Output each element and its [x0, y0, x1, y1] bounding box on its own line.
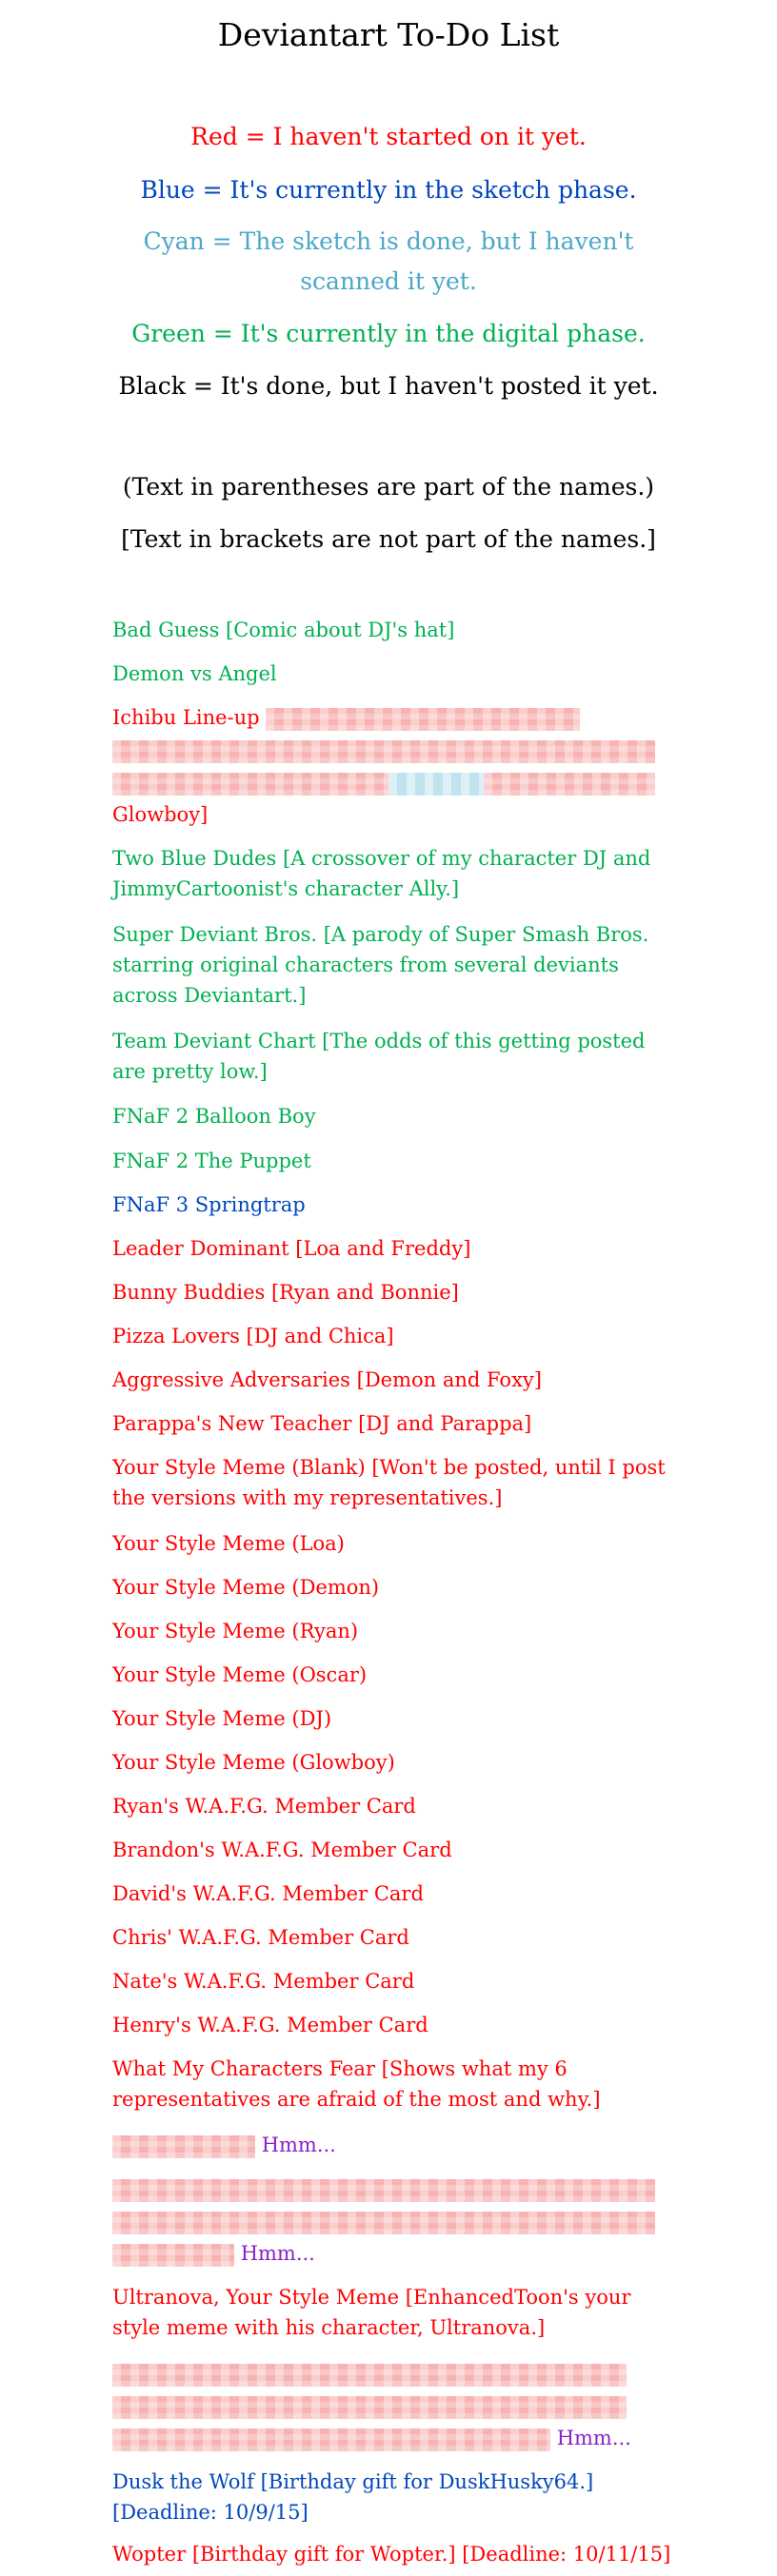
list-item	[112, 2238, 684, 2269]
redacted-text	[112, 2429, 550, 2451]
item-text: across Deviantart.]	[112, 984, 307, 1007]
item-text: Bad Guess [Comic about DJ's hat]	[112, 619, 455, 641]
list-item	[112, 1835, 684, 1865]
item-text: Team Deviant Chart [The odds of this getting posted	[112, 1030, 646, 1052]
item-text: Wopter [Birthday gift for Wopter.] [Deadline: 10/11/15]	[112, 2543, 671, 2566]
list-item	[112, 659, 684, 689]
item-text: Brandon's W.A.F.G. Member Card	[112, 1839, 452, 1861]
list-item	[112, 1791, 684, 1821]
list-item	[112, 1277, 684, 1308]
list-item	[112, 2130, 684, 2160]
item-text: Two Blue Dudes [A crossover of my character DJ and	[112, 847, 651, 870]
item-text: are pretty low.]	[112, 1060, 268, 1083]
item-text: Your Style Meme (Demon)	[112, 1576, 380, 1599]
item-text: Ultranova, Your Style Meme [EnhancedToon's your	[112, 2286, 631, 2309]
list-item	[112, 1747, 684, 1778]
redacted-text	[112, 740, 655, 763]
item-text: Parappa's New Teacher [DJ and Parappa]	[112, 1412, 532, 1435]
list-item	[112, 2539, 731, 2569]
redacted-text	[112, 2396, 627, 2419]
item-text: [Deadline: 10/9/15]	[112, 2501, 309, 2524]
item-text: FNaF 2 Balloon Boy	[112, 1105, 316, 1128]
redacted-text	[112, 773, 388, 796]
item-text: style meme with his character, Ultranova.]	[112, 2316, 546, 2339]
item-text: Hmm...	[261, 2134, 336, 2156]
item-text: FNaF 2 The Puppet	[112, 1150, 311, 1172]
list-item	[112, 1146, 684, 1176]
note-parentheses: (Text in parentheses are part of the names.)	[122, 473, 655, 501]
item-text: the versions with my representatives.]	[112, 1486, 503, 1509]
item-text: Ryan's W.A.F.G. Member Card	[112, 1795, 416, 1818]
item-text: Ichibu Line-up	[112, 706, 260, 729]
redacted-line	[112, 767, 684, 797]
list-item	[112, 799, 684, 830]
list-item	[112, 1922, 684, 1953]
list-item	[112, 2282, 684, 2343]
legend-green: Green = It's currently in the digital phase.	[131, 320, 646, 347]
legend-cyan: Cyan = The sketch is done, but I haven't	[143, 227, 634, 255]
redacted-text	[112, 2364, 627, 2387]
item-text: Bunny Buddies [Ryan and Bonnie]	[112, 1281, 459, 1304]
item-text: Demon vs Angel	[112, 662, 277, 685]
redacted-text	[388, 773, 484, 796]
list-item	[112, 615, 684, 645]
item-text: Aggressive Adversaries [Demon and Foxy]	[112, 1368, 542, 1391]
page-title: Deviantart To-Do List	[217, 16, 560, 53]
list-item	[112, 843, 684, 904]
redacted-text	[112, 2135, 255, 2158]
note-brackets: [Text in brackets are not part of the names.]	[121, 525, 656, 553]
item-text: starring original characters from several deviants	[112, 954, 619, 976]
list-item	[112, 1660, 684, 1690]
list-item	[112, 2467, 684, 2527]
item-text: representatives are afraid of the most and why.]	[112, 2088, 601, 2111]
list-item	[112, 1365, 684, 1395]
item-text: Your Style Meme (DJ)	[112, 1707, 332, 1730]
list-item	[112, 1408, 684, 1439]
list-item	[112, 1190, 684, 1220]
item-text: Your Style Meme (Ryan)	[112, 1620, 359, 1642]
item-text: Glowboy]	[112, 803, 209, 826]
list-item	[112, 1572, 684, 1603]
legend-blue: Blue = It's currently in the sketch phase.	[140, 176, 637, 204]
item-text: Leader Dominant [Loa and Freddy]	[112, 1237, 471, 1260]
list-item	[112, 1528, 684, 1559]
item-text: Your Style Meme (Blank) [Won't be posted, until I post	[112, 1456, 666, 1479]
list-item	[112, 1878, 684, 1909]
list-item	[112, 1703, 684, 1734]
item-text: Nate's W.A.F.G. Member Card	[112, 1970, 415, 1993]
list-item	[112, 1616, 684, 1646]
item-text: Dusk the Wolf [Birthday gift for DuskHusky64.]	[112, 2470, 594, 2493]
redacted-line	[112, 2390, 684, 2421]
list-item	[112, 1966, 684, 1996]
item-text: JimmyCartoonist's character Ally.]	[112, 877, 460, 900]
redacted-line	[112, 2358, 684, 2389]
legend-cyan-cont: scanned it yet.	[300, 267, 477, 295]
list-item	[112, 1026, 684, 1087]
item-text: Hmm...	[240, 2242, 315, 2265]
item-text: FNaF 3 Springtrap	[112, 1193, 306, 1216]
legend-red: Red = I haven't started on it yet.	[190, 123, 587, 150]
list-item	[112, 919, 684, 1011]
item-text: Your Style Meme (Glowboy)	[112, 1751, 395, 1774]
item-text: Your Style Meme (Oscar)	[112, 1663, 368, 1686]
list-item	[112, 1321, 684, 1351]
redacted-text	[484, 773, 655, 796]
list-item	[112, 702, 684, 733]
list-item	[112, 1452, 684, 1513]
item-text: Chris' W.A.F.G. Member Card	[112, 1926, 409, 1949]
item-text: What My Characters Fear [Shows what my 6	[112, 2057, 568, 2080]
redacted-text	[112, 2212, 655, 2234]
list-item	[112, 2010, 684, 2040]
legend-black: Black = It's done, but I haven't posted it yet.	[118, 372, 659, 400]
item-text: David's W.A.F.G. Member Card	[112, 1882, 424, 1905]
redacted-text	[266, 708, 580, 731]
list-item	[112, 1233, 684, 1264]
redacted-text	[112, 2179, 655, 2202]
redacted-line	[112, 2206, 684, 2236]
redacted-line	[112, 2173, 684, 2204]
list-item	[112, 2054, 684, 2114]
list-item	[112, 2423, 684, 2453]
item-text: Super Deviant Bros. [A parody of Super Smash Bros.	[112, 923, 649, 946]
item-text: Pizza Lovers [DJ and Chica]	[112, 1325, 394, 1347]
redacted-line	[112, 735, 684, 765]
item-text: Hmm...	[556, 2427, 631, 2449]
item-text: Your Style Meme (Loa)	[112, 1532, 345, 1555]
item-text: Henry's W.A.F.G. Member Card	[112, 2014, 428, 2036]
redacted-text	[112, 2244, 234, 2267]
list-item	[112, 1101, 684, 1131]
